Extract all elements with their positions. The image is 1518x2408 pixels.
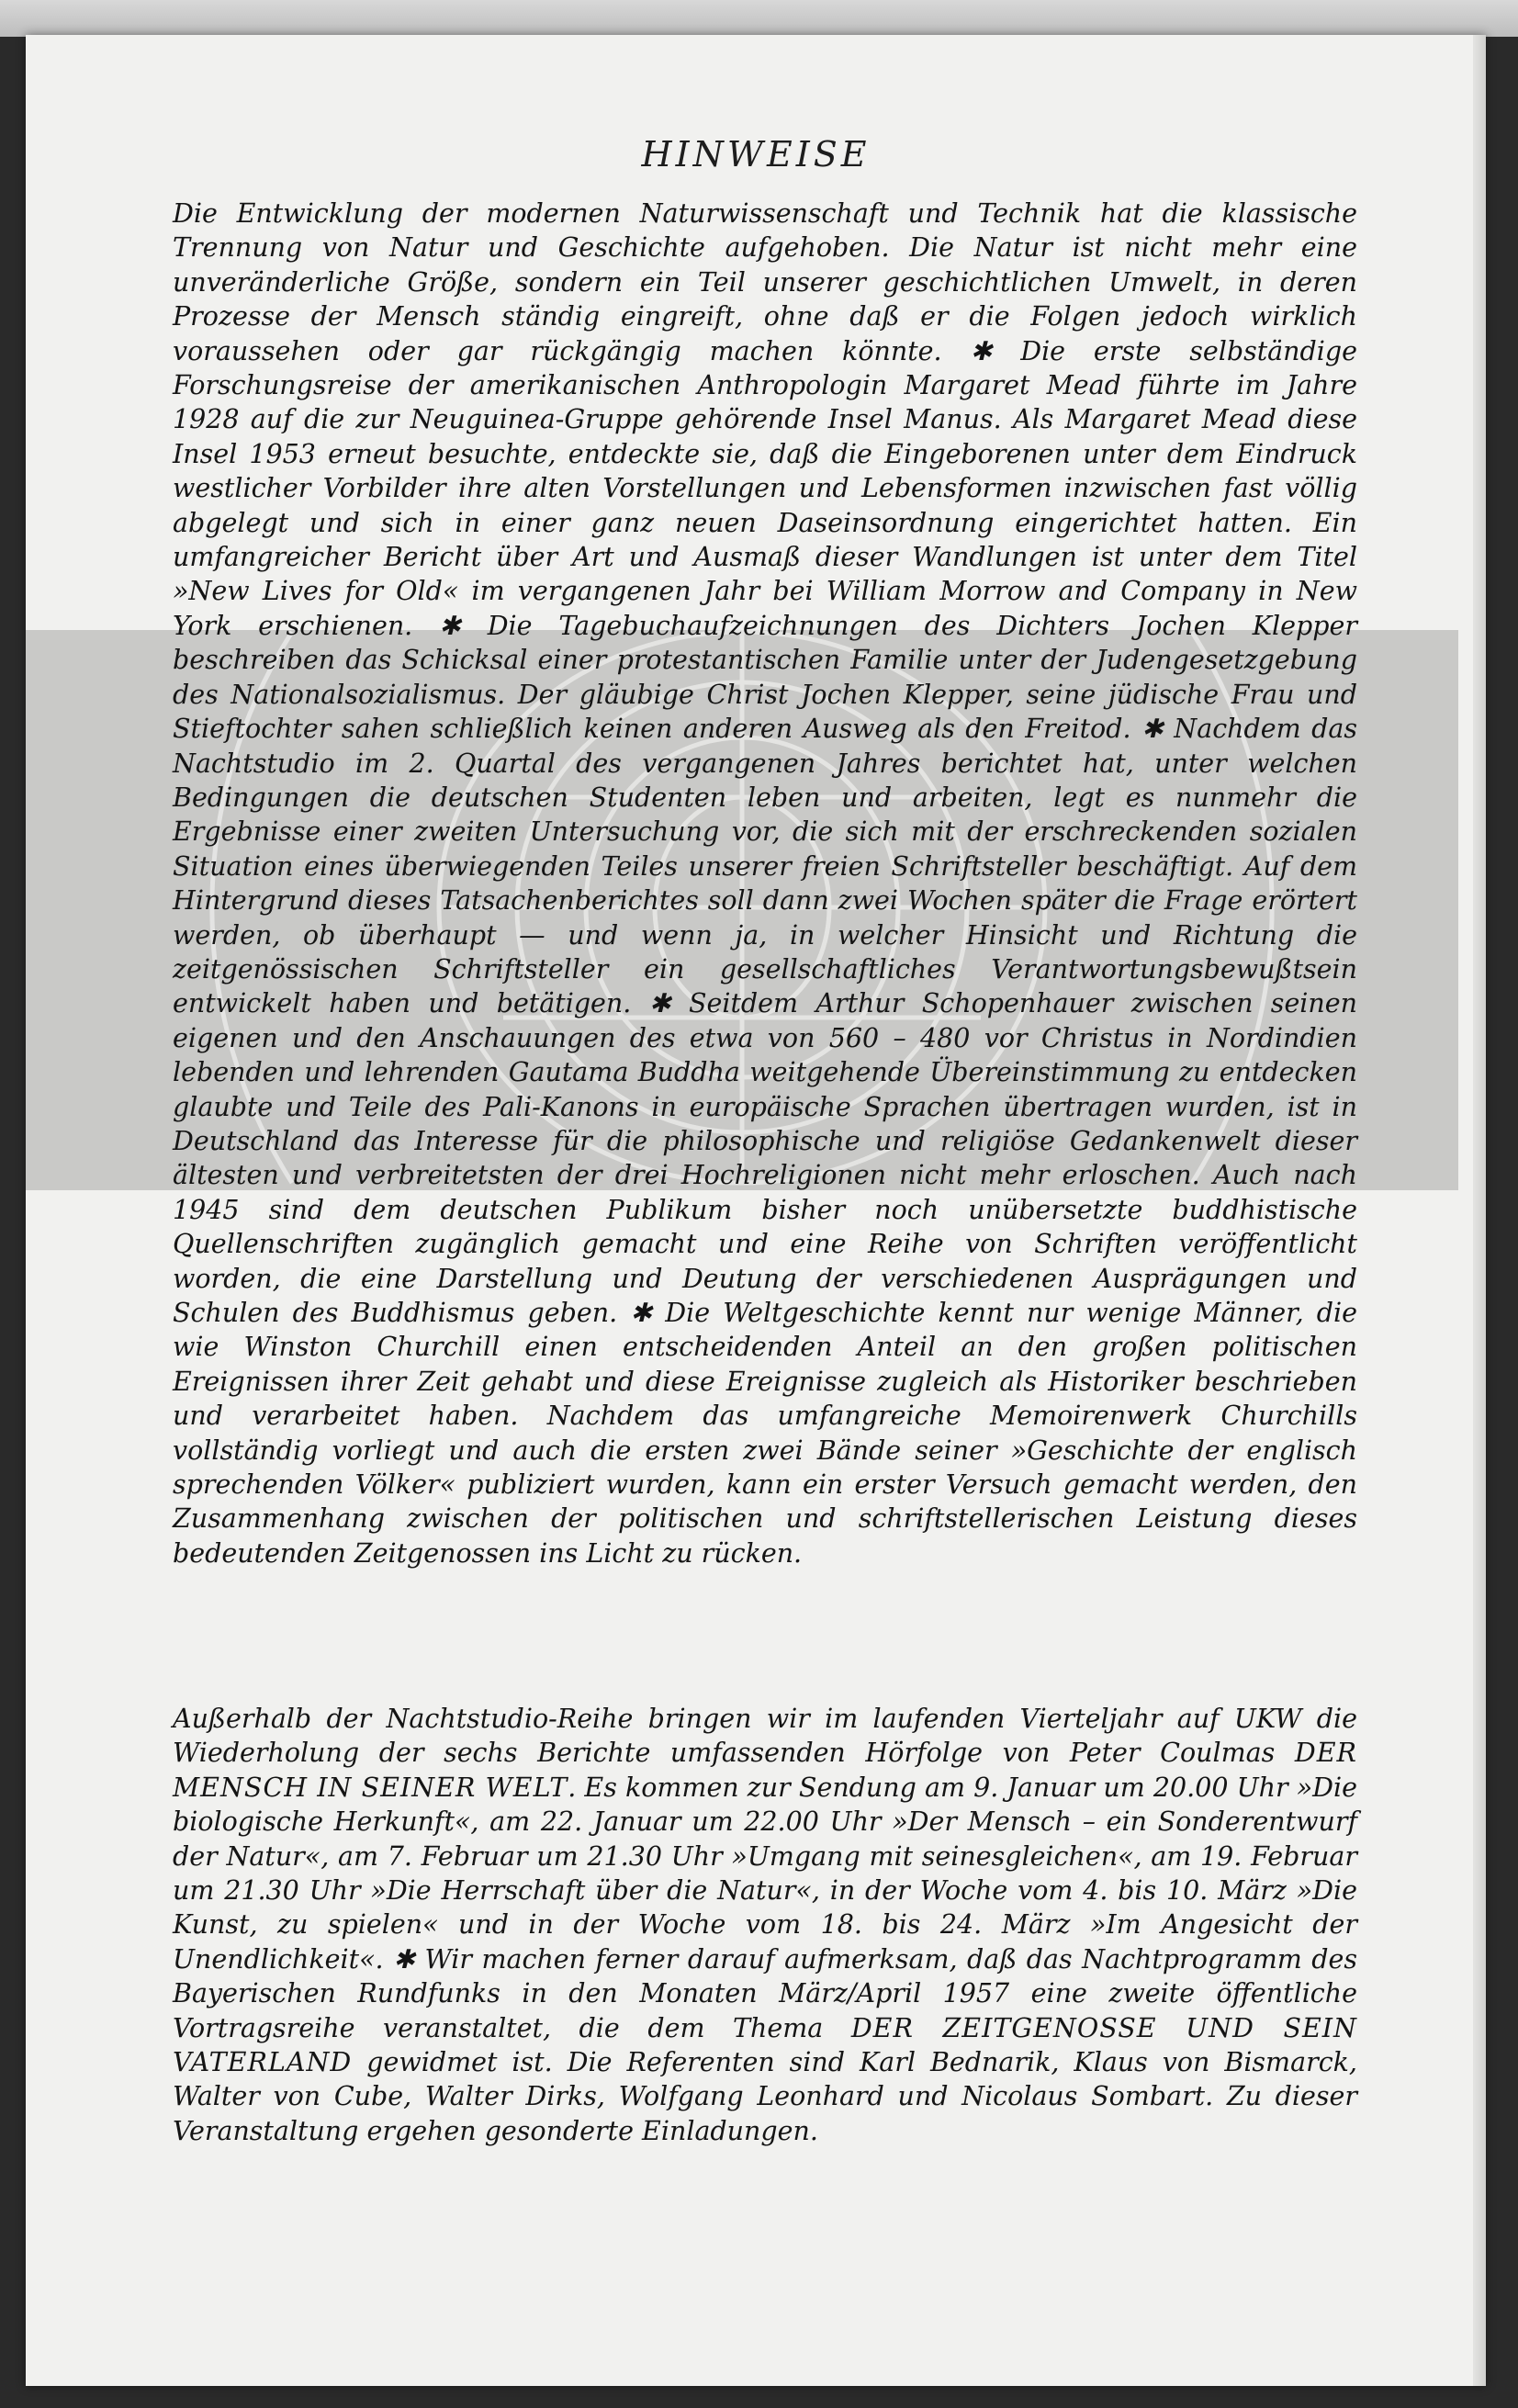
series-title-der-zeitgenosse: DER ZEITGENOSSE UND SEIN VATERLAND (173, 2012, 1357, 2078)
paragraph-ukw-text-a: Außerhalb der Nachtstudio-Reihe bringen wir im laufenden Vierteljahr auf UKW die Wiederholung der sechs Berichte umfassenden Hörfolge von Peter Coulmas (173, 1704, 1357, 1769)
paragraph-ukw (173, 1702, 1357, 2148)
paragraph-main: Die Entwicklung der modernen Naturwissenschaft und Technik hat die klassische Trennung von Natur und Geschichte aufgehoben. Die Natur ist nicht mehr eine unveränderliche Größe, sondern ein Teil unserer geschichtlichen Umwelt, in deren Prozesse der Mensch ständig eingreift, ohne daß er die Folgen jedoch wirklich voraussehen oder gar rückgängig machen könnte. ✱ Die erste selbständige Forschungsreise der amerikanischen Anthropologin Margaret Mead führte im Jahre 1928 auf die zur Neuguinea-Gruppe gehörende Insel Manus. Als Margaret Mead diese Insel 1953 erneut besuchte, entdeckte sie, daß die Eingeborenen unter dem Eindruck westlicher Vorbilder ihre alten Vorstellungen und Lebensformen inzwischen fast völlig abgelegt und sich in einer ganz neuen Daseinsordnung eingerichtet hatten. Ein umfangreicher Bericht über Art und Ausmaß dieser Wandlungen ist unter dem Titel »New Lives for Old« im vergangenen Jahr bei William Morrow and Company in New York erschienen. ✱ Die Tagebuchaufzeichnungen des Dichters Jochen Klepper beschreiben das Schicksal einer protestantischen Familie unter der Judengesetzgebung des Nationalsozialismus. Der gläubige Christ Jochen Klepper, seine jüdische Frau und Stieftochter sahen schließlich keinen anderen Ausweg als den Freitod. ✱ Nachdem das Nachtstudio im 2. Quartal des vergangenen Jahres berichtet hat, unter welchen Bedingungen die deutschen Studenten leben und arbeiten, legt es nunmehr die Ergebnisse einer zweiten Untersuchung vor, die sich mit der erschreckenden sozialen Situation eines überwiegenden Teiles unserer freien Schriftsteller beschäftigt. Auf dem Hintergrund dieses Tatsachenberichtes soll dann zwei Wochen später die Frage erörtert werden, ob überhaupt — und wenn ja, in welcher Hinsicht und Richtung die zeitgenössischen Schriftsteller ein gesellschaftliches Verantwortungsbewußtsein entwickelt haben und betätigen. ✱ Seitdem Arthur Schopenhauer zwischen seinen eigenen und den Anschauungen des etwa von 560 – 480 vor Christus in Nordindien lebenden und lehrenden Gautama Buddha weitgehende Übereinstimmung zu entdecken glaubte und Teile des Pali-Kanons in europäische Sprachen übertragen wurden, ist in Deutschland das Interesse für die philosophische und religiöse Gedankenwelt dieser ältesten und verbreitetsten der drei Hochreligionen nicht mehr erloschen. Auch nach 1945 sind dem deutschen Publikum bisher noch unübersetzte buddhistische Quellenschriften zugänglich gemacht und eine Reihe von Schriften veröffentlicht worden, die eine Darstellung und Deutung der verschiedenen Ausprägungen und Schulen des Buddhismus geben. ✱ Die Weltgeschichte kennt nur wenige Männer, die wie Winston Churchill einen entscheidenden Anteil an den großen politischen Ereignissen ihrer Zeit gehabt und diese Ereignisse zugleich als Historiker beschrieben und verarbeitet haben. Nachdem das umfangreiche Memoirenwerk Churchills vollständig vorliegt und auch die ersten zwei Bände seiner »Geschichte der englisch sprechenden Völker« publiziert wurden, kann ein erster Versuch gemacht werden, den Zusammenhang zwischen der politischen und schriftstellerischen Leistung dieses bedeutenden Zeitgenossen ins Licht zu rücken. (173, 198, 1357, 1569)
paragraph-ukw-text-c: gewidmet ist. Die Referenten sind Karl Bednarik, Klaus von Bismarck, Walter von Cube, Walter Dirks, Wolfgang Leonhard und Nicolaus Sombart. Zu dieser Veranstaltung ergehen gesonderte Einladungen. (173, 2047, 1357, 2146)
series-title-der-mensch: DER MENSCH IN SEINER WELT (173, 1738, 1357, 1803)
paragraph-ukw-text-b: . Es kommen zur Sendung am 9. Januar um 20.00 Uhr »Die biologische Herkunft«, am 22. Januar um 22.00 Uhr »Der Mensch – ein Sonderentwurf der Natur«, am 7. Februar um 21.30 Uhr »Umgang mit seinesgleichen«, am 19. Februar um 21.30 Uhr »Die Herrschaft über die Natur«, in der Woche vom 4. bis 10. März »Die Kunst, zu spielen« und in der Woche vom 18. bis 24. März »Im Angesicht der Unendlichkeit«. ✱ Wir machen ferner darauf aufmerksam, daß das Nachtprogramm des Bayerischen Rundfunks in den Monaten März/April 1957 eine zweite öffentliche Vortragsreihe veranstaltet, die dem Thema (173, 1772, 1357, 2043)
document-page (26, 35, 1486, 2386)
scan-border (0, 0, 1518, 37)
page-edge (1473, 35, 1486, 2386)
page-title: HINWEISE (641, 134, 871, 174)
